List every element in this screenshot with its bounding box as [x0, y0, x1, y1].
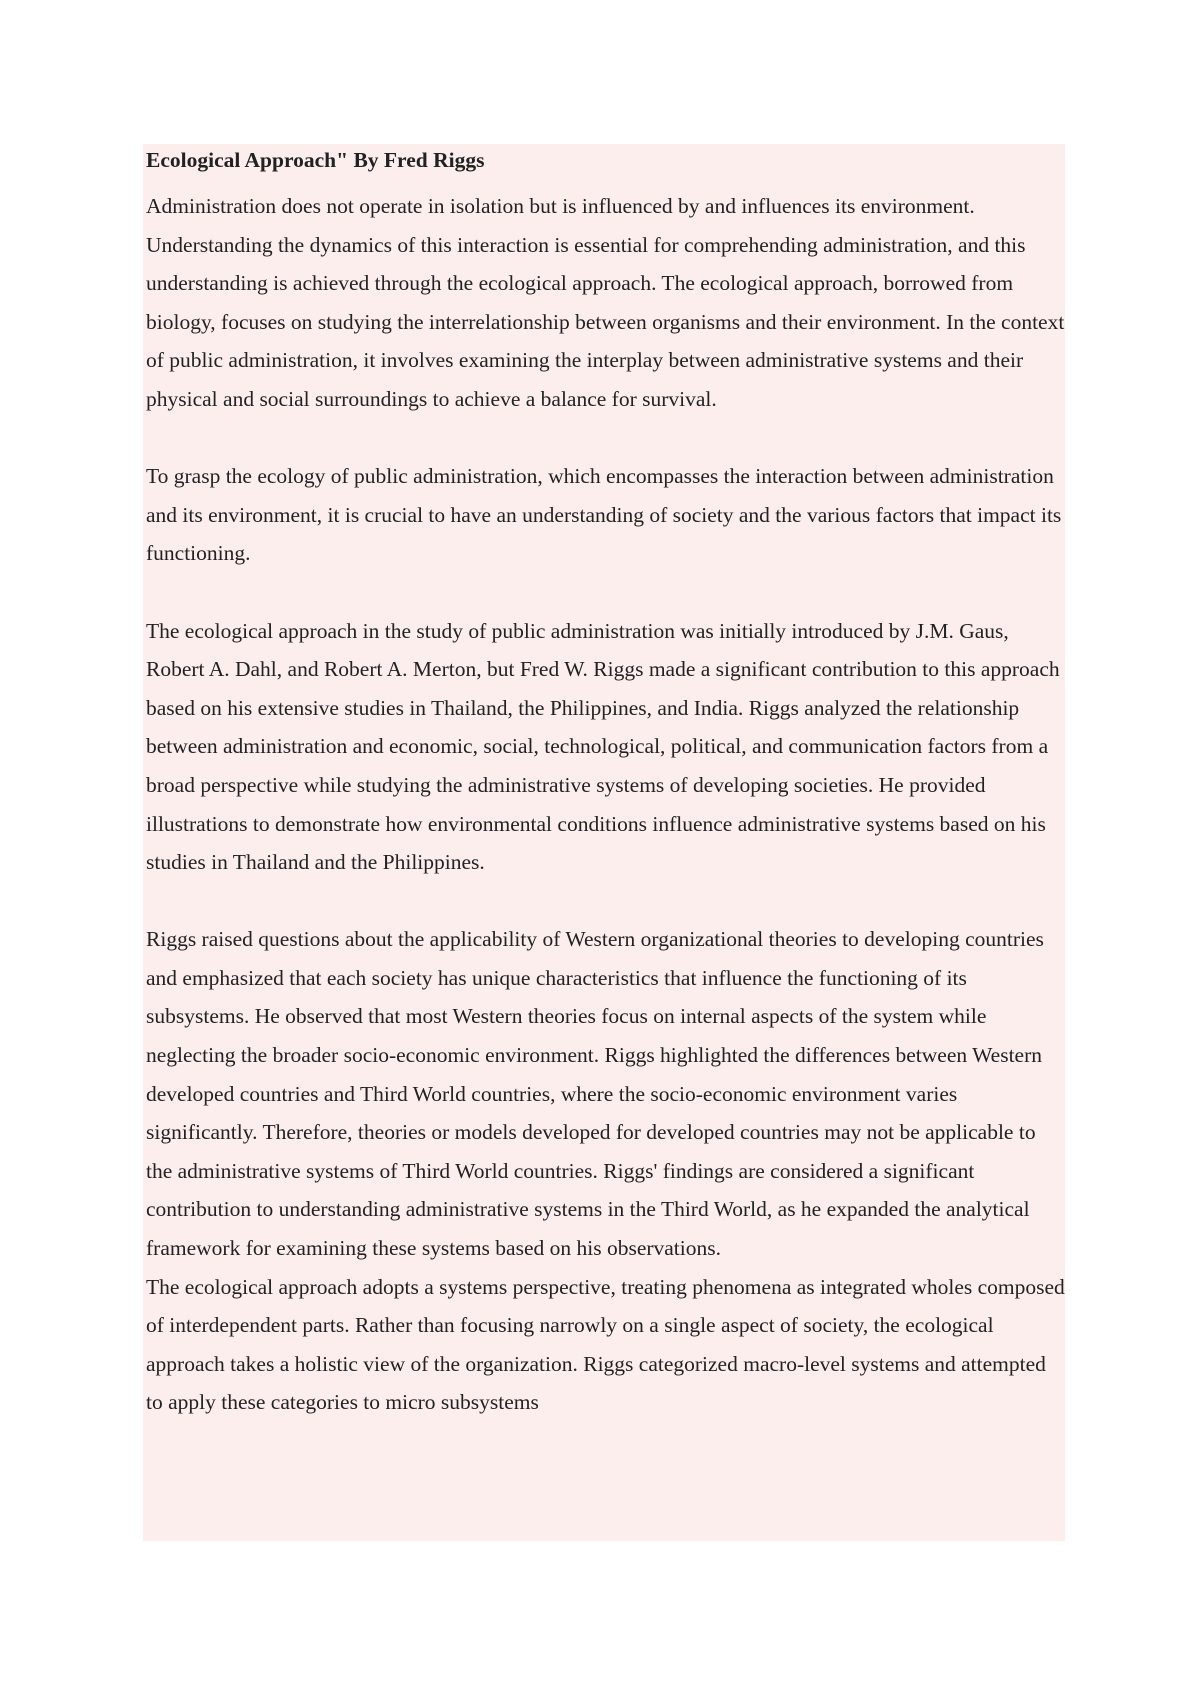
paragraph-2: To grasp the ecology of public administration, which encompasses the interaction between administration and its environment, it is crucial to have an understanding of society and the various factors that impact its functioning.: [146, 464, 1062, 566]
paragraph-gap: [146, 419, 1066, 458]
paragraph-gap: [146, 573, 1066, 612]
document-body: [146, 143, 1066, 1422]
paragraph-1: Administration does not operate in isolation but is influenced by and influences its environment. Understanding the dynamics of this interaction is essential for comprehending administration, and this understanding is achieved through the ecological approach. The ecological approach, borrowed from biology, focuses on studying the interrelationship between organisms and their environment. In the context of public administration, it involves examining the interplay between administrative systems and their physical and social surroundings to achieve a balance for survival.: [146, 194, 1065, 411]
paragraph-gap: [146, 882, 1066, 921]
paragraph-3: The ecological approach in the study of public administration was initially introduced by J.M. Gaus, Robert A. Dahl, and Robert A. Merton, but Fred W. Riggs made a significant contribution to this approach based on his extensive studies in Thailand, the Philippines, and India. Riggs analyzed the relationship between administration and economic, social, technological, political, and communication factors from a broad perspective while studying the administrative systems of developing societies. He provided illustrations to demonstrate how environmental conditions influence administrative systems based on his studies in Thailand and the Philippines.: [146, 618, 1060, 875]
document-title: Ecological Approach" By Fred Riggs: [146, 148, 485, 172]
paragraph-4: Riggs raised questions about the applicability of Western organizational theories to developing countries and emphasized that each society has unique characteristics that influence the functioning of its subsystems. He observed that most Western theories focus on internal aspects of the system while neglecting the broader socio-economic environment. Riggs highlighted the differences between Western developed countries and Third World countries, where the socio-economic environment varies significantly. Therefore, theories or models developed for developed countries may not be applicable to the administrative systems of Third World countries. Riggs' findings are considered a significant contribution to understanding administrative systems in the Third World, as he expanded the analytical framework for examining these systems based on his observations.: [146, 927, 1044, 1261]
paragraph-5: The ecological approach adopts a systems perspective, treating phenomena as integrated wholes composed of interdependent parts. Rather than focusing narrowly on a single aspect of society, the ecological approach takes a holistic view of the organization. Riggs categorized macro-level systems and attempted to apply these categories to micro subsystems: [146, 1274, 1065, 1415]
